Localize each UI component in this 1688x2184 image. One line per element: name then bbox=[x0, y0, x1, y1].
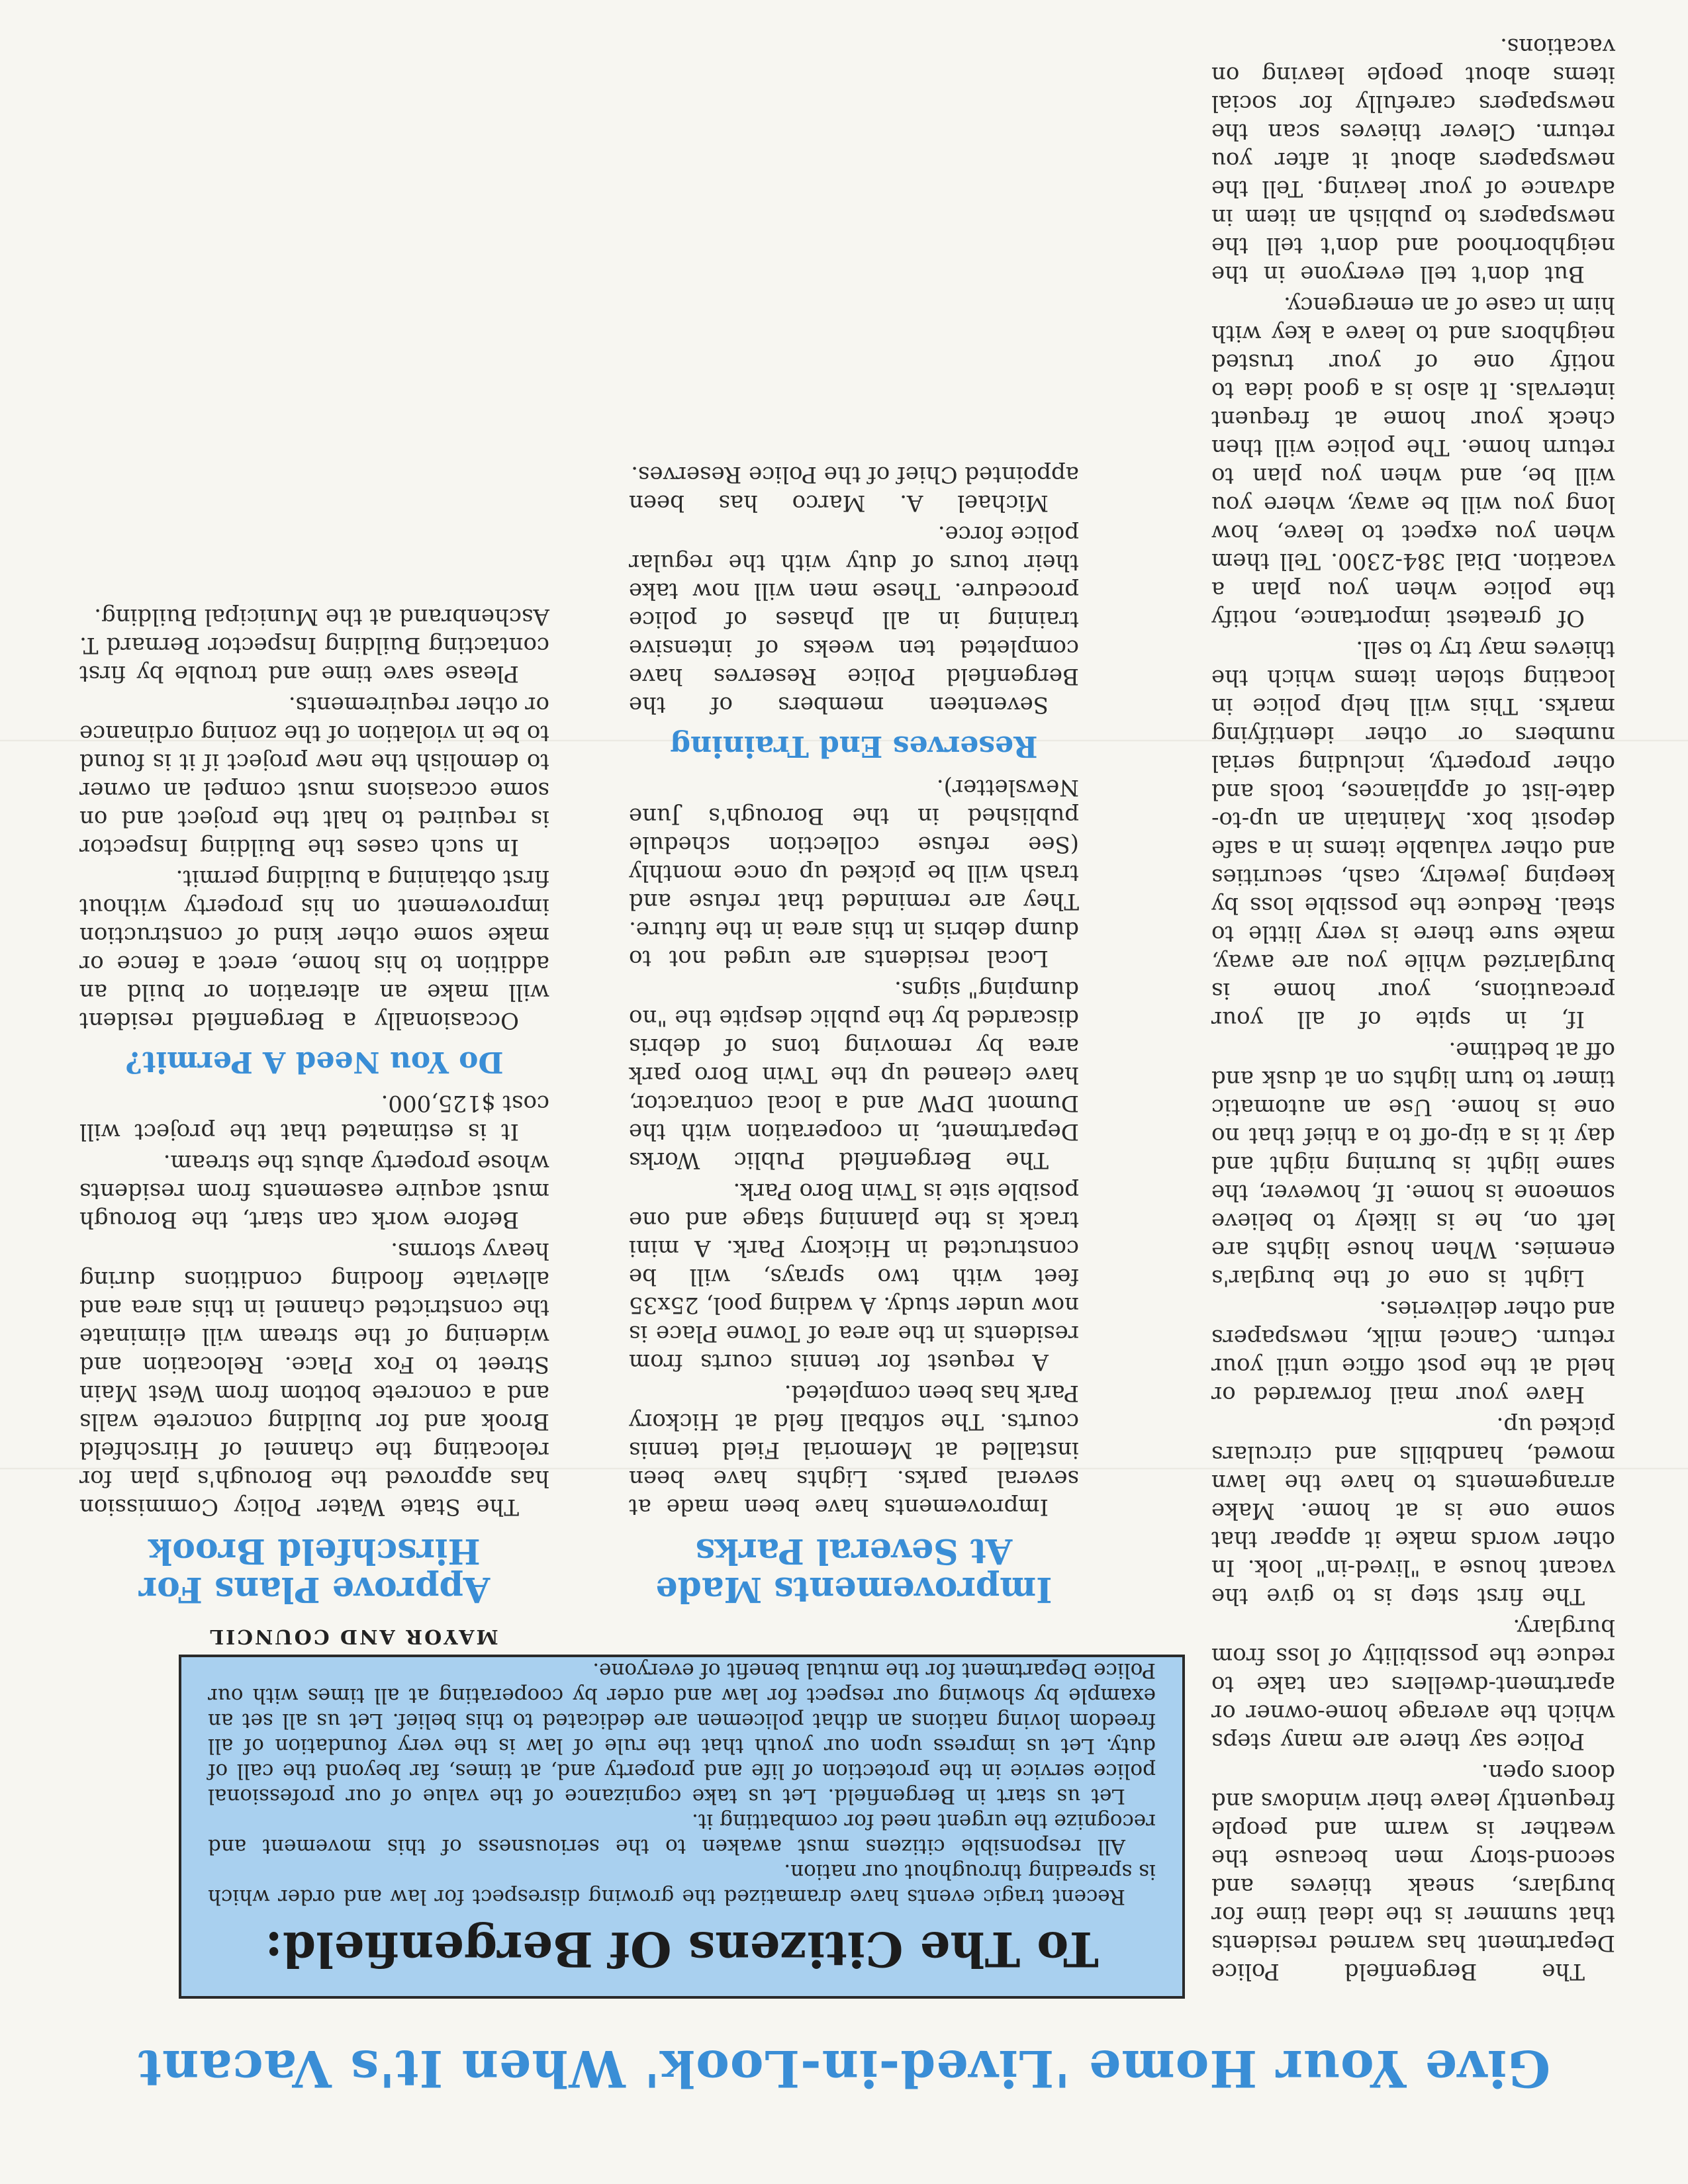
notice-paragraph: All responsible citizens must awaken to the seriousness of this movement and recognize the urgent need for combatting it. bbox=[208, 1809, 1156, 1858]
article-paragraph: Before work can start, the Borough must acquire easements from residents whose property abuts the stream. bbox=[79, 1150, 549, 1233]
citizens-notice-box bbox=[179, 1625, 1185, 1999]
notice-paragraph: Recent tragic events have dramatized the growing disrespect for law and order which is spreading throughout our nation. bbox=[208, 1860, 1156, 1909]
reserves-heading: Reserves End Training bbox=[670, 729, 1038, 763]
article-paragraph: Please save time and trouble by first contacting Building Inspector Bernard T. Aschenbrand at the Municipal Building. bbox=[79, 604, 549, 687]
article-paragraph: It is estimated that the project will cost $125,000. bbox=[79, 1090, 549, 1145]
article-paragraph: If, in spite of all your precautions, your home is burglarized while you are away, make sure there is very little to steal. Reduce the possible loss by keeping jewelry, cash, securities and other valuable items in a safe deposit box. Maintain an up-to-date-list of appliances, tools and other property, including serial numbers or other identifying marks. This will help police in locating stolen items which the thieves may try to sell. bbox=[1211, 636, 1615, 1032]
article-paragraph: Police say there are many steps which the average home-owner or apartment-dwellers can take to reduce the possibility of loss from burglary. bbox=[1211, 1614, 1615, 1754]
article-paragraph: Occasionally a Bergenfield resident will make an alteration or build an addition to his home, erect a fence or make some other kind of construction improvement on his property without first obtaining a building permit. bbox=[79, 865, 549, 1034]
article-paragraph: Local residents are urged not to dump debris in this area in the future. They are reminded that refuse and trash will be picked up once monthly (See refuse collection schedule published in the Borough's June Newsletter). bbox=[629, 774, 1079, 972]
article-paragraph: Have your mail forwarded or held at the post office until your return. Cancel milk, newspapers and other deliveries. bbox=[1211, 1296, 1615, 1408]
article-paragraph: The Bergenfield Public Works Department, in cooperation with the Dumont DPW and a local contractor, have cleaned up the Twin Boro park area by removing tons of debris discarded by the public despite the "no dumping" signs. bbox=[629, 976, 1079, 1173]
article-paragraph: Of greatest importance, notify the police when you plan a vacation. Dial 384-2300. Tell them when you expect to leave, how long you will be away, where you will be, and when you plan to return home. The police will then check your home at frequent intervals. It also is a good idea to notify one of your trusted neighbors and to leave a key with him in case of an emergency. bbox=[1211, 292, 1615, 631]
article-paragraph: But don't tell everyone in the neighborhood and don't tell the newspapers to publish an item in advance of your leaving. Tell the newspapers about it after you return. Clever thieves scan the newspapers carefully for social items about people leaving on vacations. bbox=[1211, 33, 1615, 287]
article-paragraph: The State Water Policy Commission has approved the Borough's plan for relocating the channel of Hirschfeld Brook and for building concrete walls and a concrete bottom from West Main Street to Fox Place. Relocation and widening of the stream will eliminate the constricted channel in this area and alleviate flooding conditions during heavy storms. bbox=[79, 1238, 549, 1520]
article-paragraph: Improvements have been made at several parks. Lights have been installed at Memorial Field tennis courts. The softball field at Hickory Park has been completed. bbox=[629, 1380, 1079, 1520]
lived-in-article bbox=[1211, 33, 1615, 1985]
article-paragraph: Seventeen members of the Bergenfield Police Reserves have completed ten weeks of intensive training in all phases of police procedure. These men will now take their tours of duty with the regular police force. bbox=[629, 521, 1079, 718]
article-paragraph: A request for tennis courts from residents in the area of Towne Place is now under study. A wading pool, 25x35 feet with two sprays, will be constructed in Hickory Park. A mini track is the planning stage and one posible site is Twin Boro Park. bbox=[629, 1178, 1079, 1375]
article-paragraph: The Bergenfield Police Department has warned residents that summer is the ideal time for burglars, sneak thieves and second-story men because the weather is warm and people frequently leave their windows and doors open. bbox=[1211, 1759, 1615, 1985]
notice-paragraph: Let us start in Bergenfield. Let us take cognizance of the value of our professional police service in the protection of life and property and, at times, far beyond the call of duty. Let us impress upon our youth that the rule of law is the very foundation of all freedom loving nations an dthat policemen are dedicated to this belief. Let us all set an example by showing our respect for law and order by cooperating at all times with our Police Department for the mutual benefit of everyone. bbox=[208, 1659, 1156, 1808]
permit-heading: Do You Need A Permit? bbox=[125, 1045, 504, 1079]
article-paragraph: Light is one of the burglar's enemies. When house lights are left on, he is likely to believe someone is home. If, however, the same light is burning night and day it is a tip-off to a thief that no one is home. Use an automatic timer to turn lights on at dusk and off at bedtime. bbox=[1211, 1037, 1615, 1291]
notice-signature: MAYOR AND COUNCIL bbox=[208, 1625, 498, 1648]
page-headline: Give Your Home 'Lived-in-Look' When It's Vacant bbox=[137, 2039, 1551, 2098]
article-paragraph: In such cases the Building Inspector is required to halt the project and on some occasions must compel an owner to demolish the new project if it is found to be in violation of the zoning ordinance or other requirements. bbox=[79, 692, 549, 860]
citizens-notice-title: To The Citizens Of Bergenfield: bbox=[265, 1921, 1099, 1978]
right-column bbox=[79, 600, 549, 1608]
parks-heading: Improvements Made At Several Parks bbox=[655, 1531, 1053, 1610]
article-paragraph: Michael A. Marco has been appointed Chief of the Police Reserves. bbox=[629, 461, 1079, 516]
middle-column bbox=[629, 457, 1079, 1608]
brook-heading: Approve Plans For Hirschfeld Brook bbox=[138, 1531, 491, 1610]
article-paragraph: The first step is to give the vacant house a "lived-in" look. In other words make it appear that some one is at home. Make arrangements to have the lawn mowed, handbills and circulars picked up. bbox=[1211, 1412, 1615, 1610]
